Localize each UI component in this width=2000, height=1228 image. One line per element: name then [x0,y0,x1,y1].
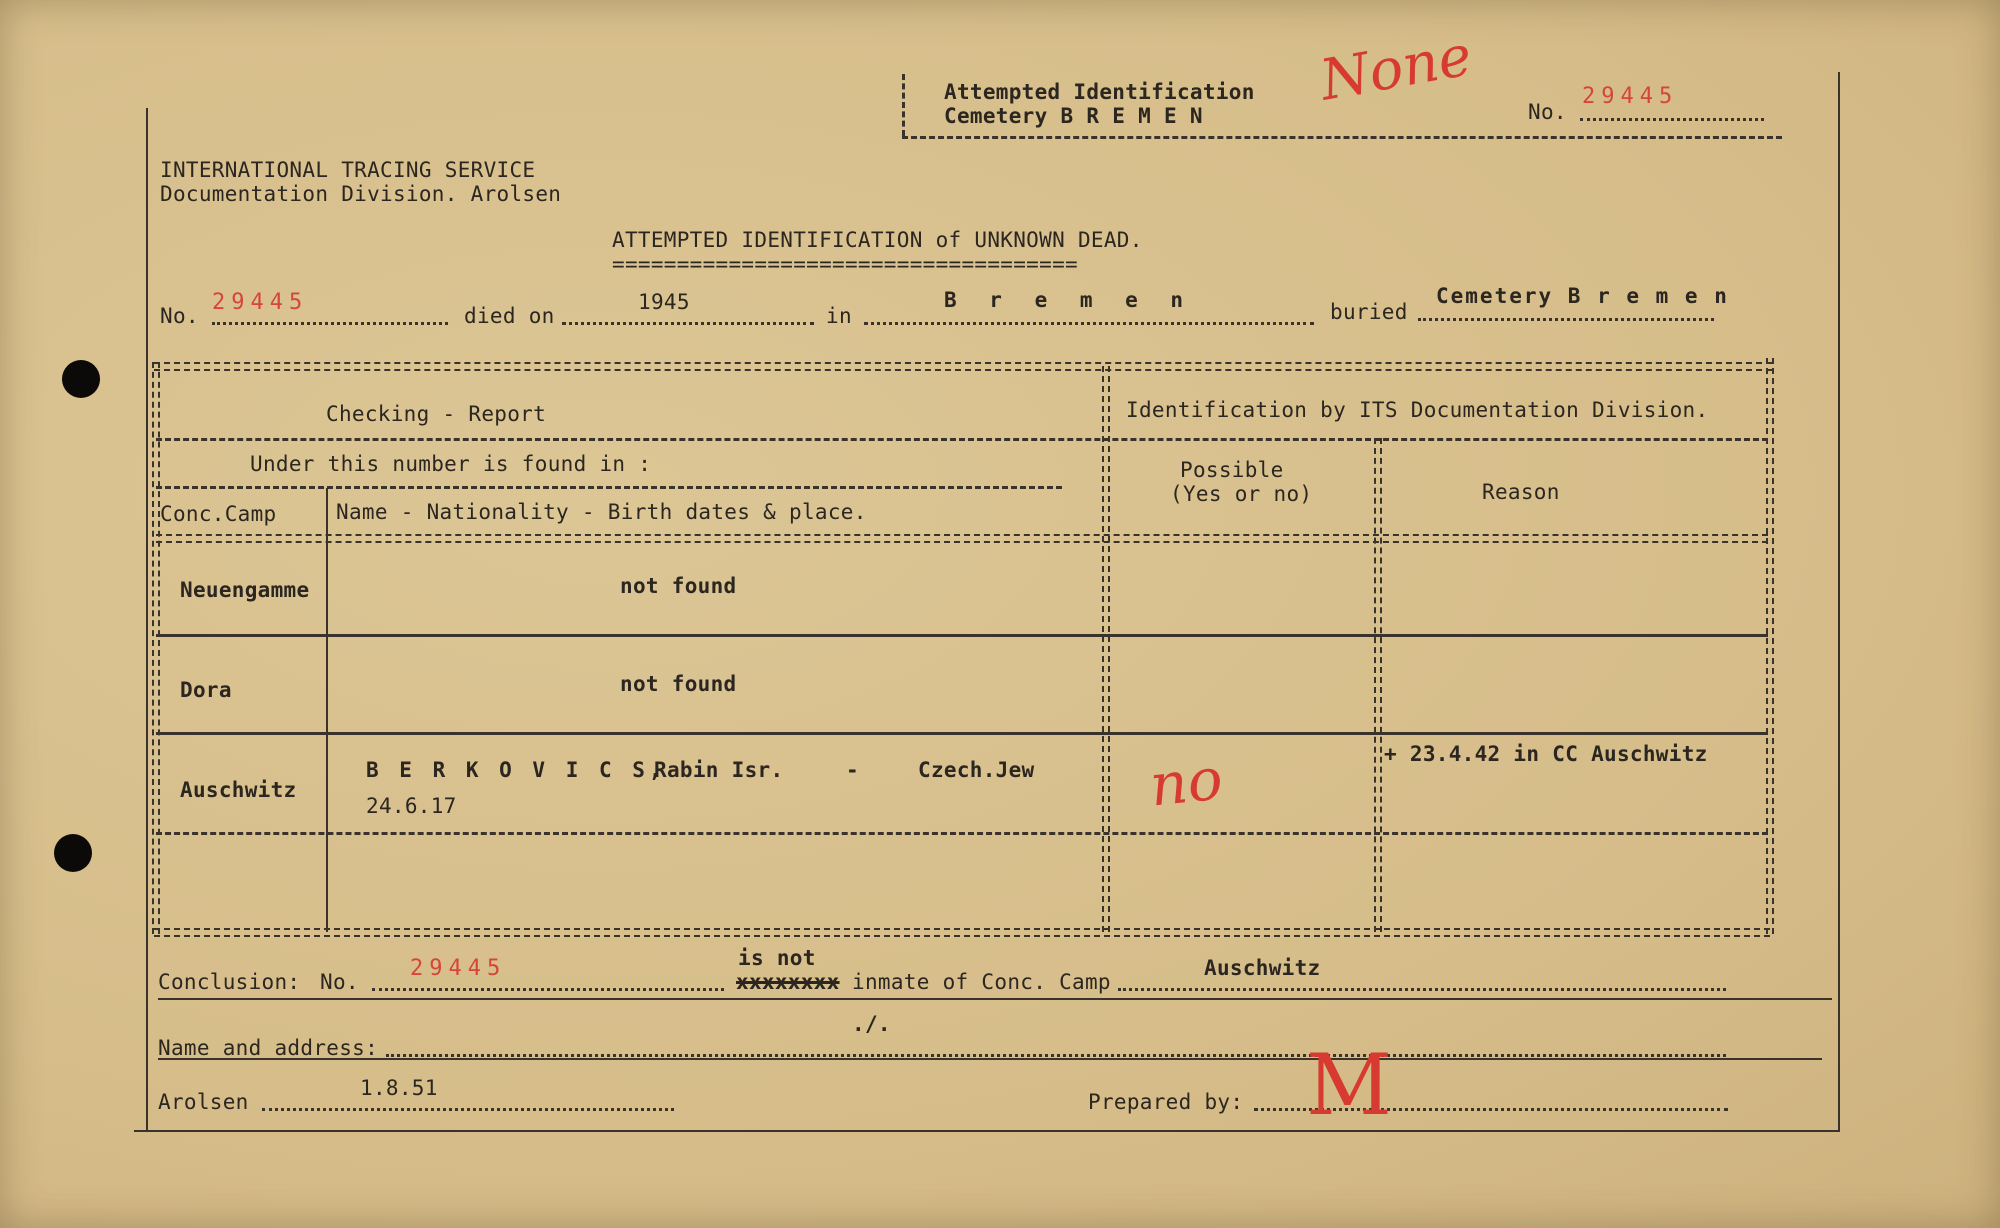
document-title: ATTEMPTED IDENTIFICATION of UNKNOWN DEAD. [612,228,1143,252]
table-right-double [1766,358,1774,934]
row-given-auschwitz: Rabin Isr. [654,758,784,782]
conclusion-no-value: 29445 [410,956,507,981]
name-address-dots [386,1054,1726,1057]
conclusion-no-label: No. [320,970,359,994]
header-box-line1: Attempted Identification [944,80,1255,104]
in-label: in [826,304,852,328]
row-line-header [156,438,1768,441]
row-line-1 [156,634,1768,637]
conclusion-rule [158,998,1832,1000]
row-camp-dora: Dora [180,678,232,702]
in-value: B r e m e n [944,288,1194,312]
table-top-double [154,362,1772,371]
header-box-bottom [902,136,1782,139]
conclusion-no-dots [372,988,724,991]
col-header-camp: Conc.Camp [160,502,277,526]
name-address-rule [158,1058,1822,1060]
in-dots [864,322,1314,325]
row-birthdate-auschwitz: 24.6.17 [366,794,457,818]
died-dots [562,322,814,325]
checking-report-header: Checking - Report [326,402,547,426]
punch-hole-top [62,360,100,398]
header-no-label: No. [1528,100,1567,124]
record-no-dots [212,322,448,325]
row-line-2 [156,732,1768,735]
row-camp-auschwitz: Auschwitz [180,778,297,802]
title-underline: ==================================== [612,252,1078,276]
identification-header: Identification by ITS Documentation Division. [1126,398,1709,422]
conclusion-struck: xxxxxxxx [736,970,840,994]
row-surname-auschwitz: B E R K O V I C S, [366,758,666,782]
frame-right-line [1838,72,1840,1132]
col-header-possible-sub: (Yes or no) [1170,482,1313,506]
prepared-initial-signature: M [1306,1036,1393,1134]
table-bottom-double [154,928,1770,937]
table-possible-divider [1374,438,1382,932]
col-header-reason: Reason [1482,480,1560,504]
found-in-label: Under this number is found in : [250,452,652,476]
buried-value: Cemetery B r e m e n [1436,284,1729,308]
row-nationality-auschwitz: Czech.Jew [918,758,1035,782]
record-no-label: No. [160,304,199,328]
row-line-colheads [156,534,1768,543]
name-address-label: Name and address: [158,1036,379,1060]
conclusion-is-not: is not [738,946,816,970]
table-camp-divider [326,488,328,932]
conclusion-inmate-label: inmate of Conc. Camp [852,970,1111,994]
date-dots [262,1108,674,1111]
header-no-dots [1580,118,1764,121]
header-box-left [902,74,905,136]
punch-hole-bottom [54,834,92,872]
table-left-double [152,362,160,934]
conclusion-camp-dots [1118,988,1726,991]
row-line-foundin [156,486,1062,489]
frame-bottom-line [134,1130,1840,1132]
buried-label: buried [1330,300,1408,324]
col-header-possible: Possible [1180,458,1284,482]
conclusion-label: Conclusion: [158,970,301,994]
header-no-value: 29445 [1582,84,1679,109]
row-camp-neuengamme: Neuengamme [180,578,310,602]
header-box-line2: Cemetery B R E M E N [944,104,1203,128]
row-possible-auschwitz: no [1146,744,1226,820]
col-header-name: Name - Nationality - Birth dates & place. [336,500,867,524]
buried-dots [1418,318,1714,321]
record-no-value: 29445 [212,290,309,315]
org-name: INTERNATIONAL TRACING SERVICE [160,158,536,182]
row-name-neuengamme: not found [620,574,737,598]
prepared-label: Prepared by: [1088,1090,1244,1114]
row-dash-auschwitz: - [846,758,859,782]
name-address-value: ./. [852,1012,891,1036]
died-label: died on [464,304,555,328]
table-mid-double [1102,366,1110,932]
row-reason-auschwitz: + 23.4.42 in CC Auschwitz [1384,742,1708,766]
died-value: 1945 [638,290,690,314]
org-division: Documentation Division. Arolsen [160,182,562,206]
row-line-3 [156,832,1768,835]
date-value: 1.8.51 [360,1076,438,1100]
row-name-dora: not found [620,672,737,696]
annotation-none-handwritten: None [1315,23,1477,114]
frame-left-line [146,108,148,1130]
conclusion-camp-value: Auschwitz [1204,956,1321,980]
place-label: Arolsen [158,1090,249,1114]
